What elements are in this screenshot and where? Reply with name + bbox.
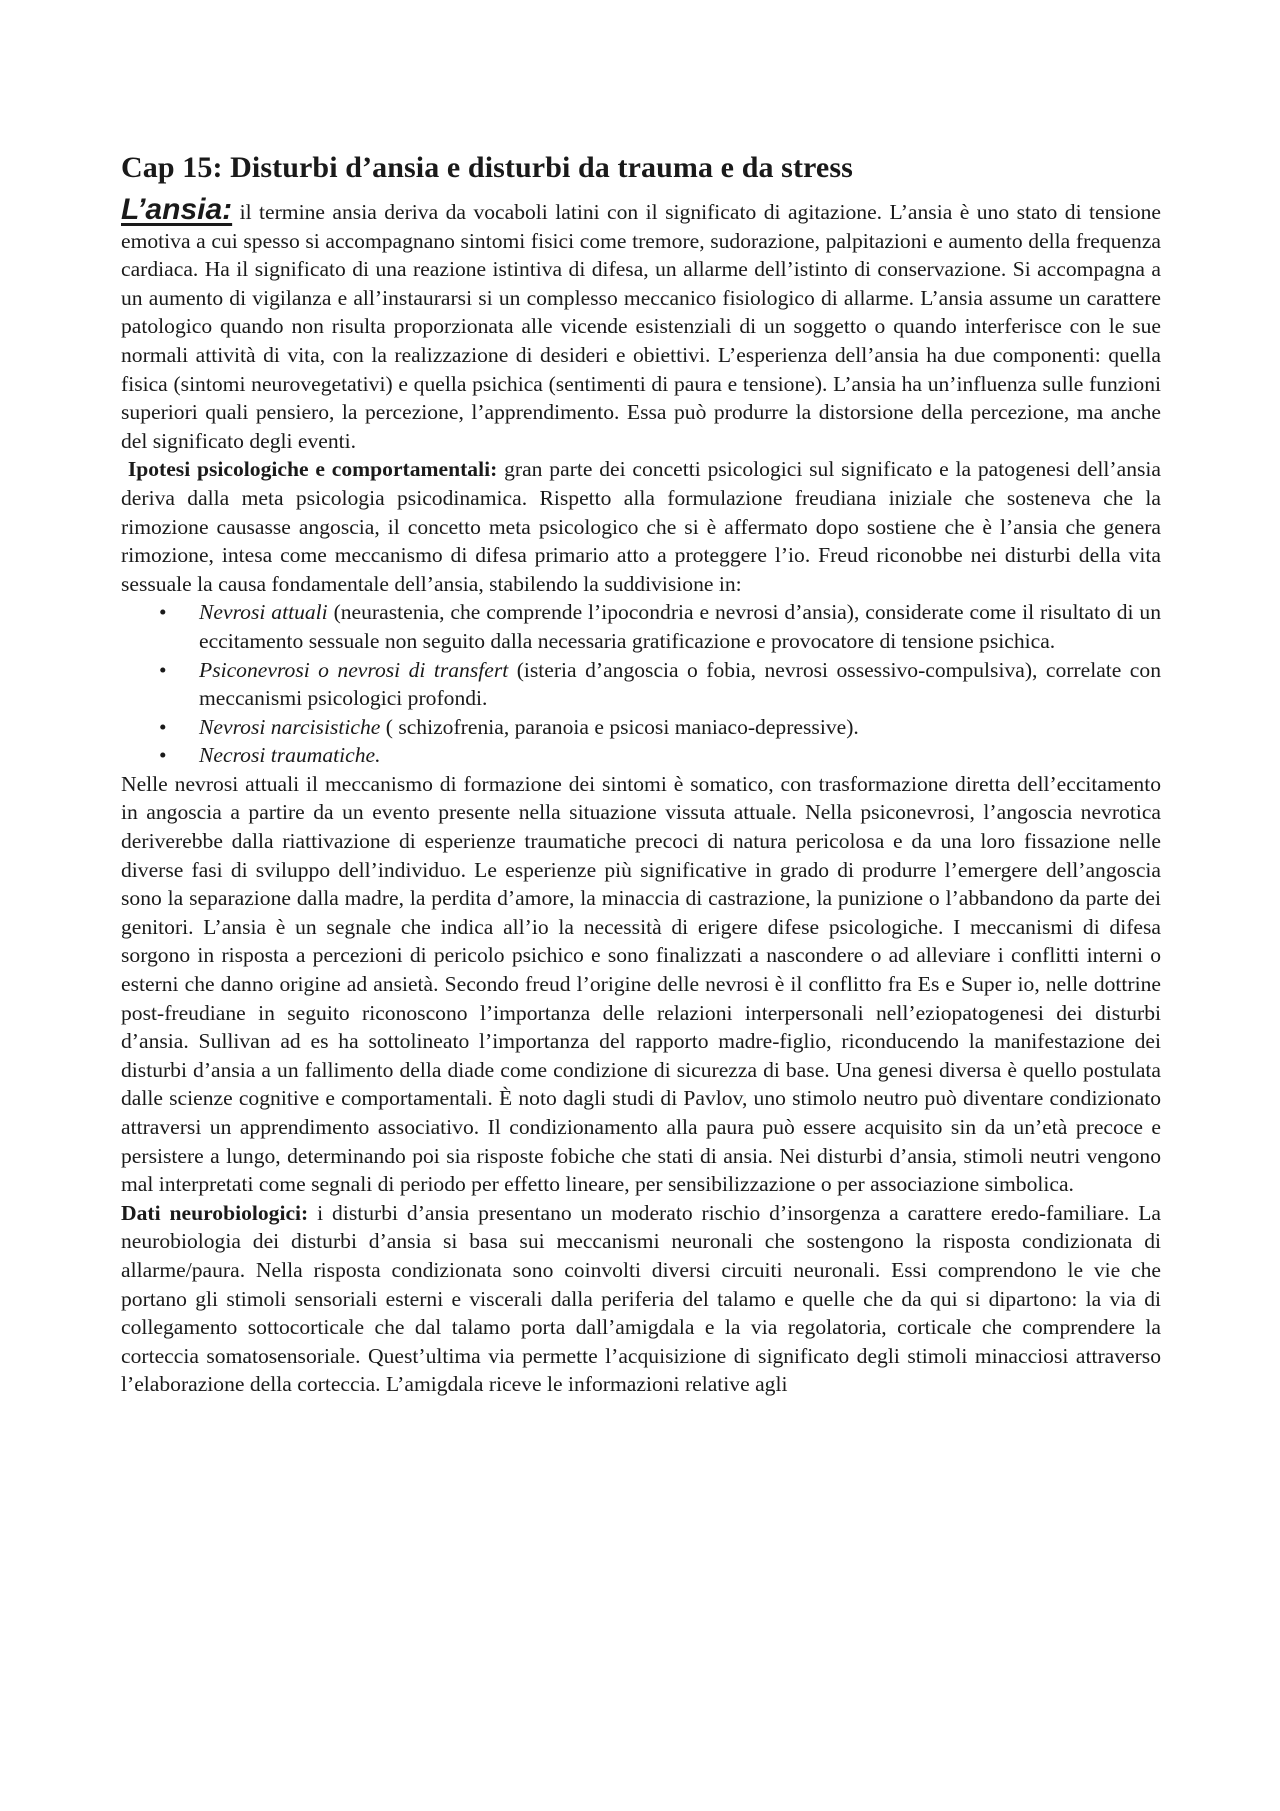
intro-paragraph (121, 193, 1161, 455)
list-item-text: (isteria d’angoscia o fobia, nevrosi ossessivo-compulsiva), correlate con meccanismi psicologici profondi. (199, 657, 1161, 711)
chapter-title: Cap 15: Disturbi d’ansia e disturbi da trauma e da stress (121, 151, 853, 184)
neuro-heading: Dati neurobiologici: (121, 1200, 309, 1225)
nevrosi-list (121, 598, 1161, 770)
ipotesi-heading: Ipotesi psicologiche e comportamentali: (127, 457, 498, 482)
list-item-term: Nevrosi narcisistiche (199, 714, 381, 739)
list-item (121, 598, 1161, 655)
list-item (121, 713, 1161, 742)
list-item (121, 656, 1161, 713)
list-item-text: ( schizofrenia, paranoia e psicosi maniaco-depressive). (380, 714, 859, 739)
neuro-paragraph (121, 1199, 1161, 1399)
document-page (121, 150, 1161, 1399)
list-item-term: Psiconevrosi o nevrosi di transfert (199, 657, 509, 682)
list-item-text: (neurastenia, che comprende l’ipocondria e nevrosi d’ansia), considerate come il risultato di un eccitamento sessuale non seguito dalla necessaria gratificazione e provocatore di tensione psichica. (199, 600, 1161, 653)
intro-lead: L’ansia: (121, 193, 233, 226)
intro-text: il termine ansia deriva da vocaboli latini con il significato di agitazione. L’ansia è uno stato di tensione emotiva a cui spesso si accompagnano sintomi fisici come tremore, sudorazione, palpitazioni e aumento della frequenza cardiaca. Ha il significato di una reazione istintiva di difesa, un allarme dell’istinto di conservazione. Si accompagna a un aumento di vigilanza e all’instaurarsi si un complesso meccanico fisiologico di allarme. L’ansia assume un carattere patologico quando non risulta proporzionata alle vicende esistenziali di un soggetto o quando interferisce con le sue normali attività di vita, con la realizzazione di desideri e obiettivi. L’esperienza dell’ansia ha due componenti: quella fisica (sintomi neurovegetativi) e quella psichica (sentimenti di paura e tensione). L’ansia ha un’influenza sulle funzioni superiori quali pensiero, la percezione, l’apprendimento. Essa può produrre la distorsione della percezione, ma anche del significato degli eventi. (121, 200, 1161, 453)
ipotesi-text: gran parte dei concetti psicologici sul significato e la patogenesi dell’ansia deriva dalla meta psicologia psicodinamica. Rispetto alla formulazione freudiana iniziale che sosteneva che la rimozione causasse angoscia, il concetto meta psicologico che si è affermato dopo sostiene che è l’ansia che genera rimozione, intesa come meccanismo di difesa primario atto a proteggere l’io. Freud riconobbe nei disturbi della vita sessuale la causa fondamentale dell’ansia, stabilendo la suddivisione in: (121, 457, 1161, 596)
body-paragraph: Nelle nevrosi attuali il meccanismo di formazione dei sintomi è somatico, con trasformazione diretta dell’eccitamento in angoscia a partire da un evento presente nella situazione vissuta attuale. Nella psiconevrosi, l’angoscia nevrotica deriverebbe dalla riattivazione di esperienze traumatiche precoci di natura pericolosa e da una loro fissazione nelle diverse fasi di sviluppo dell’individuo. Le esperienze più significative in grado di produrre l’emergere dell’angoscia sono la separazione dalla madre, la perdita d’amore, la minaccia di castrazione, la punizione o l’abbandono da parte dei genitori. L’ansia è un segnale che indica all’io la necessità di erigere difese psicologiche. I meccanismi di difesa sorgono in risposta a percezioni di pericolo psichico e sono finalizzati a nascondere o ad alleviare i conflitti interni o esterni che danno origine ad ansietà. Secondo freud l’origine delle nevrosi è il conflitto fra Es e Super io, nelle dottrine post-freudiane in seguito riconoscono l’importanza delle relazioni interpersonali nell’eziopatogenesi dei disturbi d’ansia. Sullivan ad es ha sottolineato l’importanza del rapporto madre-figlio, riconducendo la manifestazione dei disturbi d’ansia a un fallimento della diade come condizione di sicurezza di base. Una genesi diversa è quello postulata dalle scienze cognitive e comportamentali. È noto dagli studi di Pavlov, uno stimolo neutro può diventare condizionato attraversi un apprendimento associativo. Il condizionamento alla paura può essere acquisito sin da un’età precoce e persistere a lungo, determinando poi sia risposte fobiche che stati di ansia. Nei disturbi d’ansia, stimoli neutri vengono mal interpretati come segnali di periodo per effetto lineare, per sensibilizzazione o per associazione simbolica. (121, 771, 1161, 1197)
list-item-term: Necrosi traumatiche. (199, 743, 381, 768)
neuro-text: i disturbi d’ansia presentano un moderato rischio d’insorgenza a carattere eredo-familiare. La neurobiologia dei disturbi d’ansia si basa sui meccanismi neuronali che sostengono la risposta condizionata di allarme/paura. Nella risposta condizionata sono coinvolti diversi circuiti neuronali. Essi comprendono le vie che portano gli stimoli sensoriali esterni e viscerali dalla periferia del talamo e quelle che da qui si dipartono: la via di collegamento sottocorticale che dal talamo porta dall’amigdala e la via regolatoria, corticale che comprendere la corteccia somatosensoriale. Quest’ultima via permette l’acquisizione di significato degli stimoli minacciosi attraverso l’elaborazione della corteccia. L’amigdala riceve le informazioni relative agli (121, 1200, 1161, 1397)
ipotesi-paragraph (121, 455, 1161, 598)
list-item (121, 741, 1161, 770)
list-item-term: Nevrosi attuali (199, 600, 328, 625)
